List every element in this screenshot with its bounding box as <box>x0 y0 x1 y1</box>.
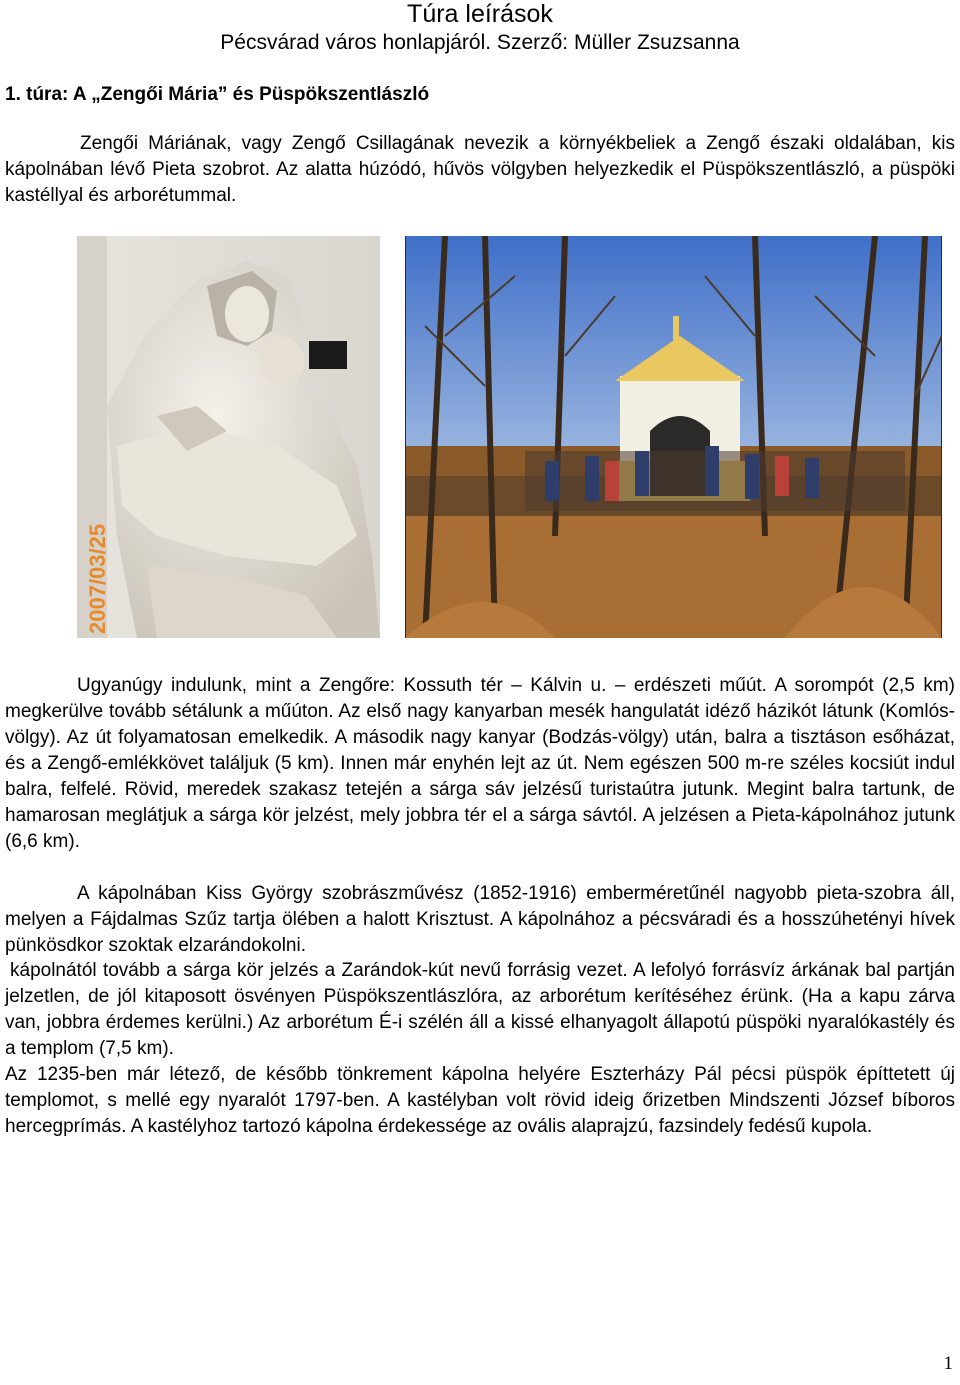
section-heading: 1. túra: A „Zengői Mária” és Püspökszentlászló <box>5 84 430 105</box>
page-title: Túra leírások <box>407 0 553 28</box>
pieta-statue-photo <box>77 236 380 638</box>
page-subtitle: Pécsvárad város honlapjáról. Szerző: Müller Zsuzsanna <box>220 31 740 54</box>
date-stamp: 2007/03/25 <box>85 523 110 634</box>
page-number: 1 <box>943 1353 953 1374</box>
chapel-paragraph: A kápolnában Kiss György szobrászművész (1852-1916) emberméretűnél nagyobb pieta-szobra áll, melyen a Fájdalmas Szűz tartja ölében a halott Krisztust. A kápolnához a pécsváradi és a hosszúhetényi hívek pünkösdkor szoktak elzarándokolni. <box>5 883 955 956</box>
chapel-forest-photo <box>405 236 942 638</box>
intro-paragraph: Zengői Máriának, vagy Zengő Csillagának nevezik a környékbeliek a Zengő északi oldalában, kis kápolnában lévő Pieta szobrot. Az alatta húzódó, hűvös völgyben helyezkedik el Püspökszentlászló, a püspöki kastéllyal és arborétummal. <box>5 133 955 206</box>
continuation-paragraph: kápolnától tovább a sárga kör jelzés a Zarándok-kút nevű forrásig vezet. A lefolyó forrásvíz árkának bal partján jelzetlen, de jól kitaposott ösvényen Püspökszentlászlóra, az arborétum kerítéséhez érünk. (Ha a kapu zárva van, jobbra érdemes kerülni.) Az arborétum É-i szélén áll a kissé elhanyagolt állapotú püspöki nyaralókastély és a templom (7,5 km). <box>5 960 955 1059</box>
history-paragraph: Az 1235-ben már létező, de később tönkrement kápolna helyére Eszterházy Pál pécsi püspök építtetett új templomot, s mellé egy nyaralót 1797-ben. A kastélyban volt rövid ideig őrizetben Mindszenti József bíboros hercegprímás. A kastélyhoz tartozó kápolna érdekessége az ovális alaprajzú, fazsindely fedésű kupola. <box>5 1064 955 1137</box>
route-paragraph: Ugyanúgy indulunk, mint a Zengőre: Kossuth tér – Kálvin u. – erdészeti műút. A sorompót (2,5 km) megkerülve tovább sétálunk a műúton. Az első nagy kanyarban mesék hangulatát idéző házikót látunk (Komlós-völgy). Az út folyamatosan emelkedik. A második nagy kanyar (Bodzás-völgy) után, balra a tisztáson esőházat, és a Zengő-emlékkövet találjuk (5 km). Innen már enyhén lejt az út. Nem egészen 500 m-re széles kocsiút indul balra, felfelé. Rövid, meredek szakasz tetején a sárga sáv jelzésű turistaútra jutunk. Megint balra tartunk, de hamarosan meglátjuk a sárga kör jelzést, mely jobbra tér el a sárga sávtól. A jelzésen a Pieta-kápolnához jutunk (6,6 km). <box>5 675 955 852</box>
